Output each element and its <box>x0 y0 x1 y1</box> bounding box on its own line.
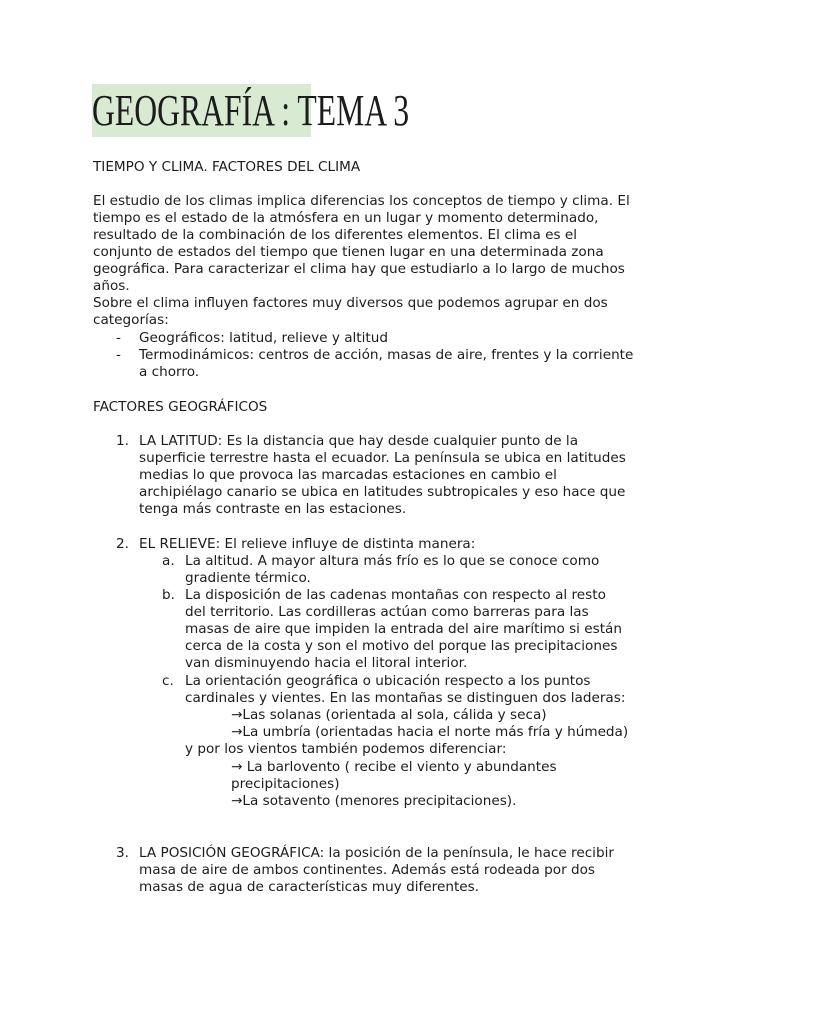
item-line: masa de aire de ambos continentes. Además está rodeada por dos <box>139 862 596 878</box>
item-number: 2. <box>116 536 129 552</box>
slopes-list <box>231 707 831 741</box>
subitem-letter: b. <box>162 587 175 603</box>
item-line: LA LATITUD: Es la distancia que hay desde cualquier punto de la <box>139 433 579 449</box>
section-heading-tiempo-clima: TIEMPO Y CLIMA. FACTORES DEL CLIMA <box>93 159 361 175</box>
item-relieve: EL RELIEVE: El relieve influye de distinta manera: <box>139 536 476 552</box>
section-heading-factores: FACTORES GEOGRÁFICOS <box>93 399 268 415</box>
slope-umbria: →La umbría (orientadas hacia el norte más fría y húmeda) <box>231 724 629 740</box>
item-number: 3. <box>116 845 129 861</box>
subitem-line: del territorio. Las cordilleras actúan como barreras para las <box>185 604 589 620</box>
intro-line: resultado de la combinación de los diferentes elementos. El clima es el <box>93 227 578 243</box>
subitem-line: La disposición de las cadenas montañas con respecto al resto <box>185 587 606 603</box>
subitem-line: gradiente térmico. <box>185 570 311 586</box>
subitem-altitud <box>185 553 785 587</box>
winds-list <box>231 759 831 810</box>
intro-line: Sobre el clima influyen factores muy diversos que podemos agrupar en dos <box>93 295 608 311</box>
intro-line: años. <box>93 278 130 294</box>
item-line: tenga más contraste en las estaciones. <box>139 501 407 517</box>
intro-line: conjunto de estados del tiempo que tienen lugar en una determinada zona <box>93 244 604 260</box>
subitem-letter: c. <box>162 673 174 689</box>
item-latitud <box>139 433 739 518</box>
item-posicion <box>139 845 739 896</box>
page-title: GEOGRAFÍA : TEMA 3 <box>92 86 410 135</box>
subitem-line: La altitud. A mayor altura más frío es lo que se conoce como <box>185 553 600 569</box>
item-line: superficie terrestre hasta el ecuador. La península se ubica en latitudes <box>139 450 626 466</box>
list-item-geograficos: Geográficos: latitud, relieve y altitud <box>139 330 388 346</box>
intro-line: tiempo es el estado de la atmósfera en un lugar y momento determinado, <box>93 210 599 226</box>
item-line: masas de agua de características muy diferentes. <box>139 879 480 895</box>
item-line: medias lo que provoca las marcadas estaciones en cambio el <box>139 467 557 483</box>
list-item-line: Termodinámicos: centros de acción, masas de aire, frentes y la corriente <box>139 347 634 363</box>
wind-barlovento: → La barlovento ( recibe el viento y abundantes <box>231 759 557 775</box>
intro-line: categorías: <box>93 312 169 328</box>
item-line: LA POSICIÓN GEOGRÁFICA: la posición de la península, le hace recibir <box>139 845 614 861</box>
wind-sotavento: →La sotavento (menores precipitaciones). <box>231 793 517 809</box>
subitem-line: masas de aire que impiden la entrada del aire marítimo si están <box>185 621 622 637</box>
subitem-line: van disminuyendo hacia el litoral interior. <box>185 655 468 671</box>
subitem-letter: a. <box>162 553 175 569</box>
list-item-line: a chorro. <box>139 364 200 380</box>
subitem-line: La orientación geográfica o ubicación respecto a los puntos <box>185 673 591 689</box>
wind-barlovento-cont: precipitaciones) <box>231 776 340 792</box>
intro-line: El estudio de los climas implica diferencias los conceptos de tiempo y clima. El <box>93 193 630 209</box>
title-highlight <box>92 84 410 137</box>
subitem-disposicion <box>185 587 785 672</box>
list-dash: - <box>116 347 121 363</box>
slope-solana: →Las solanas (orientada al sola, cálida y seca) <box>231 707 547 723</box>
intro-line: geográfica. Para caracterizar el clima hay que estudiarlo a lo largo de muchos <box>93 261 625 277</box>
item-number: 1. <box>116 433 129 449</box>
subitem-orientacion <box>185 673 785 707</box>
winds-intro: y por los vientos también podemos diferenciar: <box>185 741 507 757</box>
subitem-line: cardinales y vientes. En las montañas se distinguen dos laderas: <box>185 690 626 706</box>
item-line: archipiélago canario se ubica en latitudes subtropicales y eso hace que <box>139 484 626 500</box>
list-item-termodinamicos <box>139 347 739 381</box>
list-dash: - <box>116 330 121 346</box>
intro-paragraph <box>93 193 693 329</box>
subitem-line: cerca de la costa y son el motivo del porque las precipitaciones <box>185 638 618 654</box>
